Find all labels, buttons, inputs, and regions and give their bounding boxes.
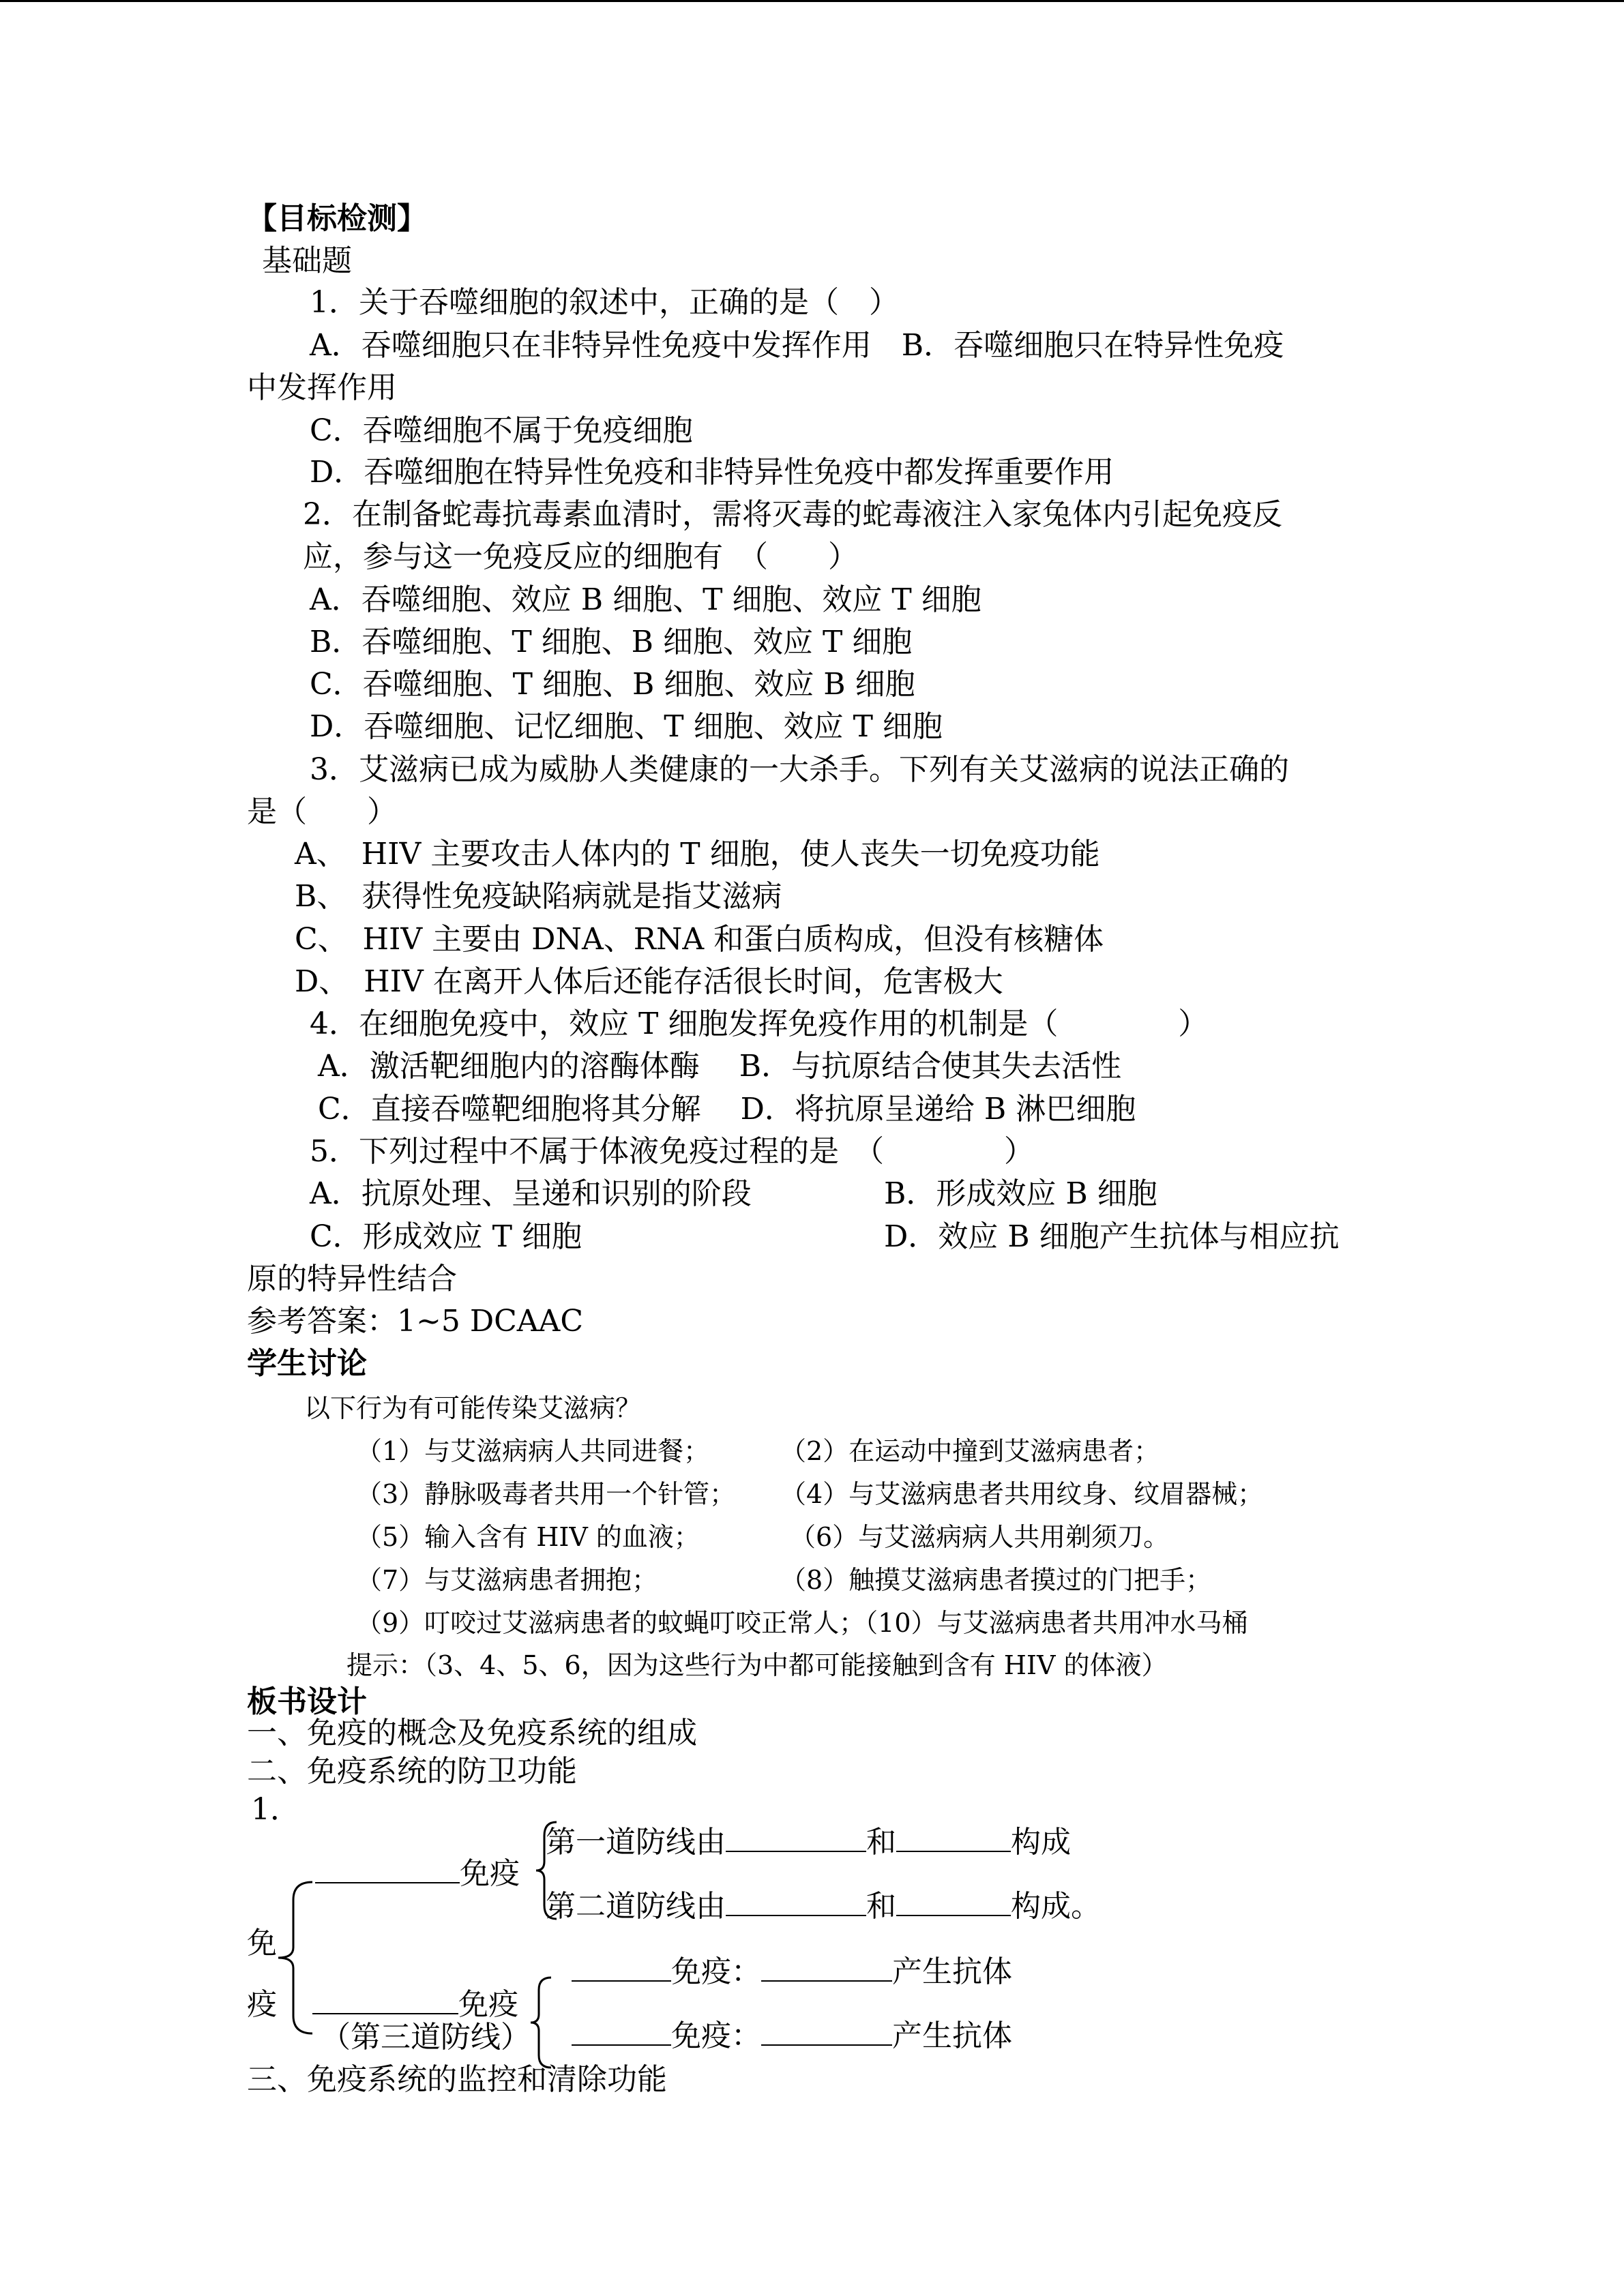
discussion-item-3: （3）静脉吸毒者共用一个针管； xyxy=(356,1479,736,1509)
humoral-colon: 免疫： xyxy=(671,1954,761,1989)
cellular-colon: 免疫： xyxy=(671,2018,761,2053)
board-heading-2: 二、免疫系统的防卫功能 xyxy=(247,1754,577,1789)
q3-option-a: A、 HIV 主要攻击人体内的 T 细胞，使人丧失一切免疫功能 xyxy=(295,837,1100,871)
discussion-item-8: （8）触摸艾滋病患者摸过的门把手； xyxy=(780,1565,1212,1595)
q3-option-d: D、 HIV 在离开人体后还能存活很长时间，危害极大 xyxy=(295,964,1003,999)
second-line-and: 和 xyxy=(866,1889,896,1924)
cellular-produce: 产生抗体 xyxy=(892,2018,1012,2053)
q2-option-d: D．吞噬细胞、记忆细胞、T 细胞、效应 T 细胞 xyxy=(310,709,943,744)
first-line-formed: 构成 xyxy=(1011,1825,1071,1860)
section-board: 板书设计 xyxy=(247,1684,367,1719)
q1-option-d: D．吞噬细胞在特异性免疫和非特异性免疫中都发挥重要作用 xyxy=(310,455,1114,490)
q1-option-b-cont: 中发挥作用 xyxy=(247,370,397,405)
discussion-item-1: （1）与艾滋病病人共同进餐； xyxy=(356,1436,710,1466)
blank-cellular-type[interactable] xyxy=(572,2017,671,2046)
blank-cellular-cell[interactable] xyxy=(761,2017,892,2046)
q5-option-b: B．形成效应 B 细胞 xyxy=(884,1176,1157,1211)
q1-option-c: C．吞噬细胞不属于免疫细胞 xyxy=(310,413,693,448)
q5-option-d: D．效应 B 细胞产生抗体与相应抗 xyxy=(884,1219,1340,1254)
board-immune-label-1: 免疫 xyxy=(460,1856,520,1891)
board-immune-label-2: 免疫 xyxy=(458,1987,518,2022)
q5-stem: 5．下列过程中不属于体液免疫过程的是 （ ） xyxy=(310,1134,1034,1169)
discussion-item-7: （7）与艾滋病患者拥抱； xyxy=(356,1565,658,1595)
board-humoral-row xyxy=(572,1952,1012,1993)
q2-stem-2: 应，参与这一免疫反应的细胞有 （ ） xyxy=(303,539,858,574)
board-first-line xyxy=(546,1822,1071,1863)
blank-specific[interactable] xyxy=(312,1986,458,2014)
q2-stem-1: 2．在制备蛇毒抗毒素血清时，需将灭毒的蛇毒液注入家兔体内引起免疫反 xyxy=(303,497,1282,532)
board-nonspecific-row xyxy=(315,1853,520,1894)
q3-stem-1: 3．艾滋病已成为威胁人类健康的一大杀手。下列有关艾滋病的说法正确的 xyxy=(310,752,1289,787)
first-line-prefix: 第一道防线由 xyxy=(546,1825,726,1860)
blank-nonspecific[interactable] xyxy=(315,1855,460,1883)
q4-stem: 4．在细胞免疫中，效应 T 细胞发挥免疫作用的机制是（ ） xyxy=(310,1007,1209,1041)
board-num-1: 1． xyxy=(251,1792,300,1827)
humoral-produce: 产生抗体 xyxy=(892,1954,1012,1989)
q3-option-b: B、 获得性免疫缺陷病就是指艾滋病 xyxy=(295,879,782,914)
board-cellular-row xyxy=(572,2016,1012,2057)
q3-stem-2: 是（ ） xyxy=(247,794,397,829)
board-third-line-label: （第三道防线） xyxy=(321,2020,531,2055)
board-mian: 免 xyxy=(247,1926,277,1960)
q1-options-ab: A．吞噬细胞只在非特异性免疫中发挥作用 B．吞噬细胞只在特异性免疫 xyxy=(310,328,1284,363)
section-basic: 基础题 xyxy=(262,243,352,278)
q5-option-a: A．抗原处理、呈递和识别的阶段 xyxy=(310,1176,752,1211)
discussion-hint: 提示：（3、4、5、6，因为这些行为中都可能接触到含有 HIV 的体液） xyxy=(346,1650,1168,1680)
q4-options-cd: C．直接吞噬靶细胞将其分解 D．将抗原呈递给 B 淋巴细胞 xyxy=(318,1092,1136,1127)
discussion-item-6: （6）与艾滋病病人共用剃须刀。 xyxy=(790,1522,1170,1552)
second-line-formed: 构成。 xyxy=(1011,1889,1101,1924)
q2-option-a: A．吞噬细胞、效应 B 细胞、T 细胞、效应 T 细胞 xyxy=(310,582,981,617)
board-heading-3: 三、免疫系统的监控和清除功能 xyxy=(247,2062,667,2097)
discussion-item-9-10: （9）叮咬过艾滋病患者的蚊蝇叮咬正常人；（10）与艾滋病患者共用冲水马桶 xyxy=(356,1608,1248,1638)
second-line-prefix: 第二道防线由 xyxy=(546,1889,726,1924)
blank-second-line-a[interactable] xyxy=(726,1888,866,1916)
q1-stem: 1．关于吞噬细胞的叙述中，正确的是（ ） xyxy=(310,285,899,320)
q4-options-ab: A．激活靶细胞内的溶酶体酶 B．与抗原结合使其失去活性 xyxy=(318,1049,1122,1084)
board-heading-1: 一、免疫的概念及免疫系统的组成 xyxy=(247,1716,697,1750)
blank-first-line-b[interactable] xyxy=(896,1823,1011,1852)
blank-humoral-type[interactable] xyxy=(572,1953,671,1982)
q2-option-c: C．吞噬细胞、T 细胞、B 细胞、效应 B 细胞 xyxy=(310,667,915,702)
discussion-item-2: （2）在运动中撞到艾滋病患者； xyxy=(780,1436,1160,1466)
q3-option-c: C、 HIV 主要由 DNA、RNA 和蛋白质构成，但没有核糖体 xyxy=(295,922,1104,957)
first-line-and: 和 xyxy=(866,1825,896,1860)
answer-key: 参考答案：1~5 DCAAC xyxy=(247,1304,584,1339)
q2-option-b: B．吞噬细胞、T 细胞、B 细胞、效应 T 细胞 xyxy=(310,625,913,659)
section-target-check: 【目标检测】 xyxy=(247,201,427,236)
board-yi: 疫 xyxy=(247,1987,277,2022)
q5-option-c: C．形成效应 T 细胞 xyxy=(310,1219,582,1254)
section-discussion: 学生讨论 xyxy=(247,1346,367,1381)
blank-humoral-cell[interactable] xyxy=(761,1953,892,1982)
blank-second-line-b[interactable] xyxy=(896,1888,1011,1916)
top-rule xyxy=(0,0,1624,2)
discussion-item-5: （5）输入含有 HIV 的血液； xyxy=(356,1522,700,1552)
discussion-item-4: （4）与艾滋病患者共用纹身、纹眉器械； xyxy=(780,1479,1264,1509)
discussion-prompt: 以下行为有可能传染艾滋病？ xyxy=(304,1393,642,1423)
brace-specific xyxy=(529,1975,554,2070)
q5-option-d-cont: 原的特异性结合 xyxy=(247,1262,457,1296)
blank-first-line-a[interactable] xyxy=(726,1823,866,1852)
brace-immunity xyxy=(276,1879,316,2036)
board-second-line xyxy=(546,1886,1101,1927)
